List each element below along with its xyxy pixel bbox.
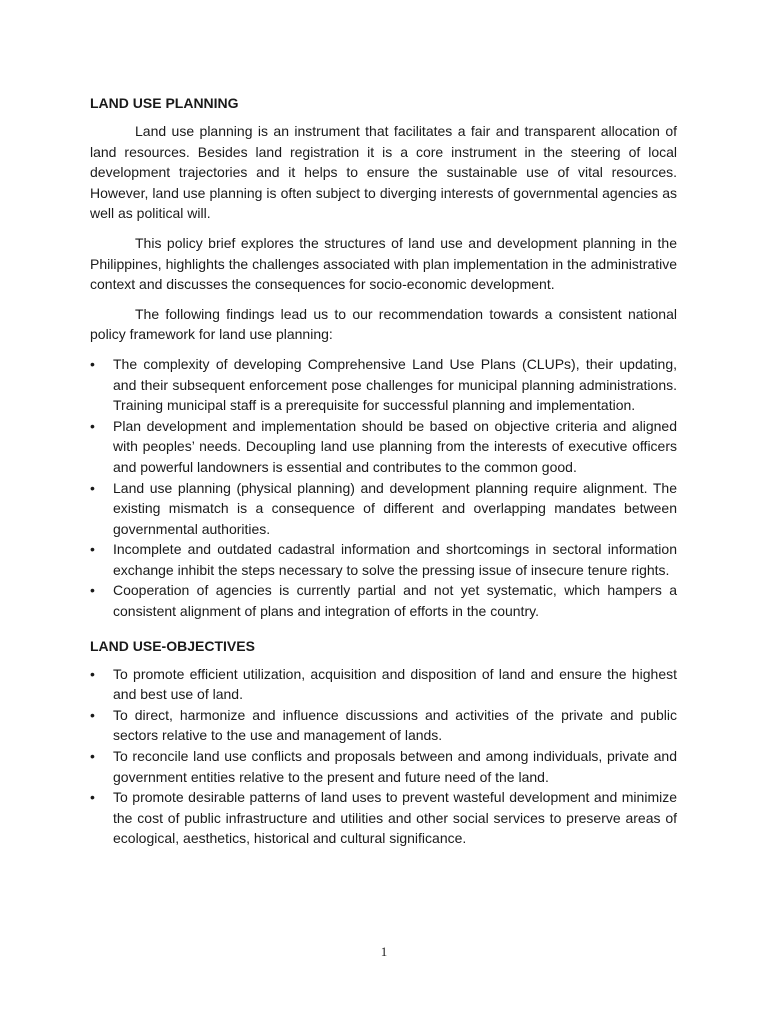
list-item-text: To promote efficient utilization, acquisition and disposition of land and ensure the highest and best use of land.: [113, 665, 677, 703]
bullet-icon: •: [90, 355, 95, 372]
paragraph-policy-brief: This policy brief explores the structures of land use and development planning in the Philippines, highlights the challenges associated with plan implementation in the administrative context and discusses the consequences for socio-economic development.: [90, 234, 677, 293]
list-item: [90, 705, 677, 746]
list-item-text: Land use planning (physical planning) and development planning require alignment. The existing mismatch is a consequence of different and overlapping mandates between governmental authorities.: [113, 479, 677, 537]
list-item: [90, 354, 677, 416]
list-item: [90, 787, 677, 849]
list-item-text: Cooperation of agencies is currently partial and not yet systematic, which hampers a consistent alignment of plans and integration of efforts in the country.: [113, 582, 677, 620]
section-heading-land-use-objectives: LAND USE-OBJECTIVES: [90, 637, 255, 654]
bullet-icon: •: [90, 479, 95, 496]
list-item-text: To direct, harmonize and influence discussions and activities of the private and public sectors relative to the use and management of lands.: [113, 706, 677, 744]
paragraph-findings: The following findings lead us to our recommendation towards a consistent national policy framework for land use planning:: [90, 305, 677, 343]
list-item: [90, 664, 677, 705]
bullet-icon: •: [90, 541, 95, 558]
list-item-text: To reconcile land use conflicts and proposals between and among individuals, private and government entities relative to the present and future need of the land.: [113, 748, 677, 785]
list-item-text: The complexity of developing Comprehensive Land Use Plans (CLUPs), their updating, and their subsequent enforcement pose challenges for municipal planning administrations. Training municipal staff is a prerequisite for successful planning and implementation.: [113, 355, 677, 414]
list-item-text: To promote desirable patterns of land uses to prevent wasteful development and minimize the cost of public infrastructure and utilities and other social services to preserve areas of ecological, aesthetics, historical and cultural significance.: [113, 789, 677, 847]
findings-list: [90, 354, 677, 622]
section-heading-land-use-planning: LAND USE PLANNING: [90, 95, 239, 111]
page-number: 1: [380, 944, 388, 959]
bullet-icon: •: [90, 789, 95, 806]
list-item: [90, 580, 677, 621]
list-item-text: Plan development and implementation should be based on objective criteria and aligned with peoples’ needs. Decoupling land use planning from the interests of executive officers and powerful landowners is essential and contributes to the common good.: [113, 417, 677, 475]
list-item: [90, 416, 677, 478]
objectives-list: [90, 664, 677, 849]
bullet-icon: •: [90, 706, 95, 723]
list-item: [90, 746, 677, 787]
document-page: [90, 93, 677, 849]
list-item: [90, 478, 677, 540]
bullet-icon: •: [90, 582, 95, 599]
paragraph-intro: Land use planning is an instrument that facilitates a fair and transparent allocation of land resources. Besides land registration it is a core instrument in the steering of local development trajectories and it helps to ensure the sustainable use of vital resources. However, land use planning is often subject to diverging interests of governmental agencies as well as political will.: [90, 123, 677, 222]
bullet-icon: •: [90, 748, 95, 765]
bullet-icon: •: [90, 417, 95, 434]
bullet-icon: •: [90, 665, 95, 682]
list-item: [90, 539, 677, 580]
list-item-text: Incomplete and outdated cadastral information and shortcomings in sectoral information exchange inhibit the steps necessary to solve the pressing issue of insecure tenure rights.: [113, 541, 677, 578]
